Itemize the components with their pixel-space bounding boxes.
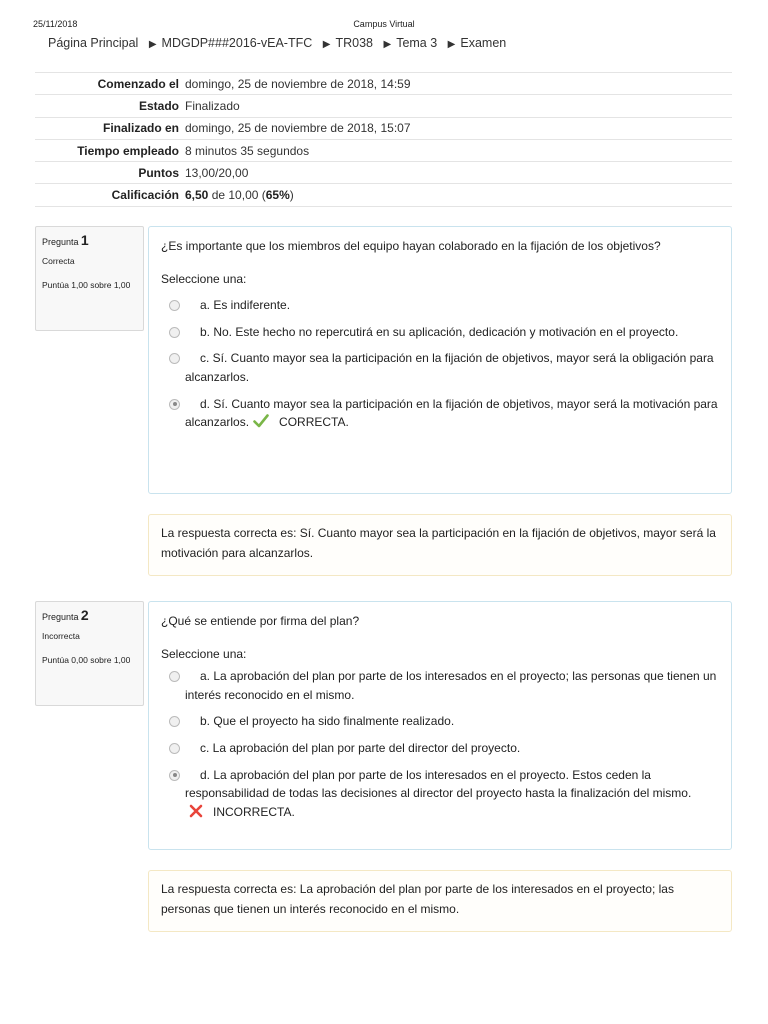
question-grade: Puntúa 0,00 sobre 1,00 xyxy=(42,655,131,665)
question-text: ¿Qué se entiende por firma del plan? xyxy=(161,614,360,628)
grade-close: ) xyxy=(289,188,294,203)
breadcrumb-course[interactable]: MDGDP###2016-vEA-TFC xyxy=(161,36,313,50)
question-grade: Puntúa 1,00 sobre 1,00 xyxy=(42,280,131,290)
grade-score: 6,50 xyxy=(185,188,209,203)
question-text: ¿Es importante que los miembros del equipo hayan colaborado en la fijación de los objetivos? xyxy=(161,239,661,253)
summary-label: Estado xyxy=(138,98,179,113)
answer-option-label: b. No. Este hecho no repercutirá en su aplicación, dedicación y motivación en el proyecto. xyxy=(200,324,679,339)
answer-option-d[interactable] xyxy=(161,395,719,434)
grade-of: de 10,00 ( xyxy=(211,188,266,203)
radio-button[interactable] xyxy=(169,327,180,338)
attempt-summary-table xyxy=(35,72,732,207)
print-date: 25/11/2018 xyxy=(33,19,78,29)
cross-icon xyxy=(189,804,203,824)
answer-option-c[interactable] xyxy=(161,739,719,758)
summary-row-time xyxy=(35,139,732,161)
correct-answer-text: La respuesta correcta es: Sí. Cuanto mayor sea la participación en la fijación de objetivos, mayor será la motivación para alcanzarlos. xyxy=(161,526,716,560)
question-state: Incorrecta xyxy=(42,631,80,641)
breadcrumb-topic[interactable]: Tema 3 xyxy=(396,36,438,50)
radio-button[interactable] xyxy=(169,743,180,754)
correct-answer-text: La respuesta correcta es: La aprobación del plan por parte de los interesados en el proyecto; las personas que tienen un interés reconocido en el mismo. xyxy=(161,882,674,916)
question-info-2 xyxy=(35,601,144,706)
question-number: 1 xyxy=(80,232,89,248)
grade-percent: 65% xyxy=(265,188,290,203)
question-label: Pregunta xyxy=(42,612,79,622)
radio-button-selected[interactable] xyxy=(169,399,180,410)
question-box-2 xyxy=(148,601,732,850)
result-text: CORRECTA. xyxy=(279,415,349,430)
question-number: 2 xyxy=(80,607,89,623)
answer-option-b[interactable] xyxy=(161,712,719,731)
summary-label: Comenzado el xyxy=(97,76,179,91)
answer-option-label: a. La aprobación del plan por parte de los interesados en el proyecto; las personas que tienen un interés reconocido en el mismo. xyxy=(185,669,717,702)
breadcrumb xyxy=(48,36,506,50)
print-title: Campus Virtual xyxy=(353,19,415,29)
answer-option-b[interactable] xyxy=(161,323,719,342)
summary-value: 13,00/20,00 xyxy=(185,165,249,180)
question-prompt: Seleccione una: xyxy=(161,271,247,286)
summary-row-started xyxy=(35,73,732,95)
radio-button[interactable] xyxy=(169,300,180,311)
summary-row-grade xyxy=(35,184,732,206)
feedback-box-2 xyxy=(148,870,732,932)
radio-button[interactable] xyxy=(169,671,180,682)
radio-button[interactable] xyxy=(169,716,180,727)
breadcrumb-arrow-icon: ▶ xyxy=(148,39,157,50)
summary-label: Tiempo empleado xyxy=(77,143,179,158)
summary-label: Puntos xyxy=(138,165,179,180)
summary-value xyxy=(185,184,732,206)
radio-button[interactable] xyxy=(169,353,180,364)
answer-option-label: d. Sí. Cuanto mayor sea la participación en la fijación de objetivos, mayor será la motivación para alcanzarlos. xyxy=(185,396,718,430)
answer-option-d[interactable] xyxy=(161,766,719,824)
answer-option-a[interactable] xyxy=(161,296,719,315)
answer-option-label: b. Que el proyecto ha sido finalmente realizado. xyxy=(200,714,455,729)
question-box-1 xyxy=(148,226,732,494)
summary-row-finished xyxy=(35,117,732,139)
breadcrumb-module[interactable]: TR038 xyxy=(335,36,373,50)
print-header xyxy=(33,19,735,31)
summary-row-state xyxy=(35,95,732,117)
result-text: INCORRECTA. xyxy=(213,804,295,819)
summary-value: Finalizado xyxy=(185,98,240,113)
question-prompt: Seleccione una: xyxy=(161,646,247,661)
summary-label: Finalizado en xyxy=(102,121,179,136)
check-icon xyxy=(253,414,269,434)
summary-value: domingo, 25 de noviembre de 2018, 14:59 xyxy=(185,76,411,91)
summary-value: domingo, 25 de noviembre de 2018, 15:07 xyxy=(185,121,411,136)
question-info-1 xyxy=(35,226,144,331)
answer-option-label: c. La aprobación del plan por parte del director del proyecto. xyxy=(200,740,521,755)
answer-option-label: c. Sí. Cuanto mayor sea la participación en la fijación de objetivos, mayor será la obligación para alcanzarlos. xyxy=(185,351,714,384)
answer-option-label: a. Es indiferente. xyxy=(200,298,291,313)
summary-row-points xyxy=(35,162,732,184)
answer-option-c[interactable] xyxy=(161,349,719,386)
breadcrumb-arrow-icon: ▶ xyxy=(447,39,456,50)
breadcrumb-arrow-icon: ▶ xyxy=(322,39,331,50)
summary-label: Calificación xyxy=(111,188,179,203)
breadcrumb-home[interactable]: Página Principal xyxy=(48,36,139,50)
answer-option-a[interactable] xyxy=(161,667,719,704)
question-label: Pregunta xyxy=(42,237,79,247)
radio-button-selected[interactable] xyxy=(169,770,180,781)
summary-value: 8 minutos 35 segundos xyxy=(185,143,310,158)
answer-option-label: d. La aprobación del plan por parte de los interesados en el proyecto. Estos ceden la responsabilidad de todas las decisiones al director del proyecto hasta la finalización del mismo. xyxy=(185,767,692,801)
feedback-box-1 xyxy=(148,514,732,576)
breadcrumb-exam[interactable]: Examen xyxy=(460,36,507,50)
breadcrumb-arrow-icon: ▶ xyxy=(383,39,392,50)
question-state: Correcta xyxy=(42,256,75,266)
